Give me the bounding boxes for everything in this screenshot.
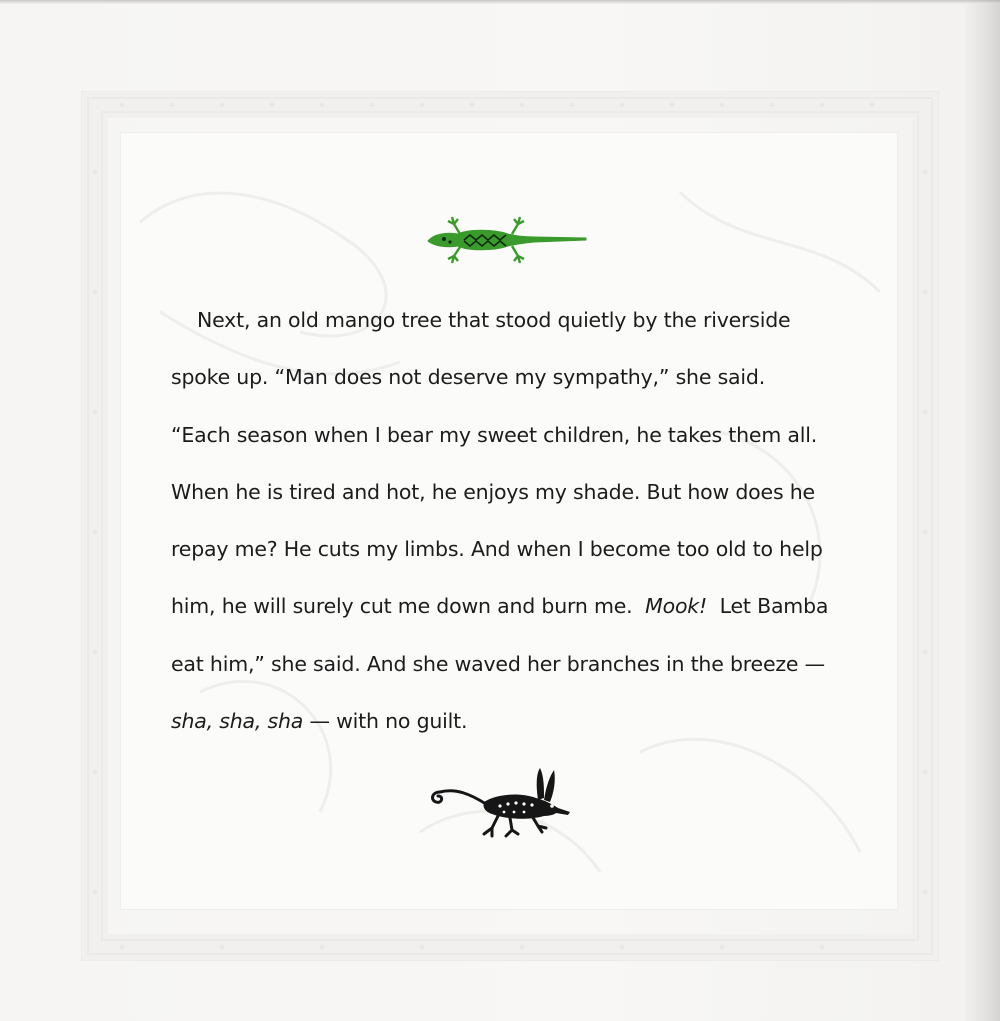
page-top-edge: [0, 0, 1000, 4]
green-lizard-icon: [424, 212, 590, 268]
page-gutter-shadow: [964, 0, 1000, 1021]
story-line-8: [171, 693, 851, 750]
story-line-6-italic: Mook!: [645, 594, 708, 619]
story-line-2: spoke up. “Man does not deserve my sympathy,” she said.: [171, 365, 766, 390]
story-line-5: repay me? He cuts my limbs. And when I become too old to help: [171, 537, 823, 562]
story-line-8-italic: sha, sha, sha: [171, 709, 304, 734]
story-line-8-end: — with no guilt.: [303, 709, 468, 734]
story-line-6: [171, 578, 851, 635]
black-chameleon-icon: [426, 762, 574, 840]
story-line-7: eat him,” she said. And she waved her branches in the breeze —: [171, 651, 825, 676]
story-line-6-end: Let Bamba: [707, 594, 829, 619]
story-text: [171, 292, 851, 750]
story-line-4: When he is tired and hot, he enjoys my shade. But how does he: [171, 479, 815, 504]
story-line-6-start: him, he will surely cut me down and burn me.: [171, 594, 646, 619]
story-line-3: “Each season when I bear my sweet children, he takes them all.: [171, 422, 818, 447]
story-line-1: Next, an old mango tree that stood quietly by the riverside: [197, 308, 791, 332]
